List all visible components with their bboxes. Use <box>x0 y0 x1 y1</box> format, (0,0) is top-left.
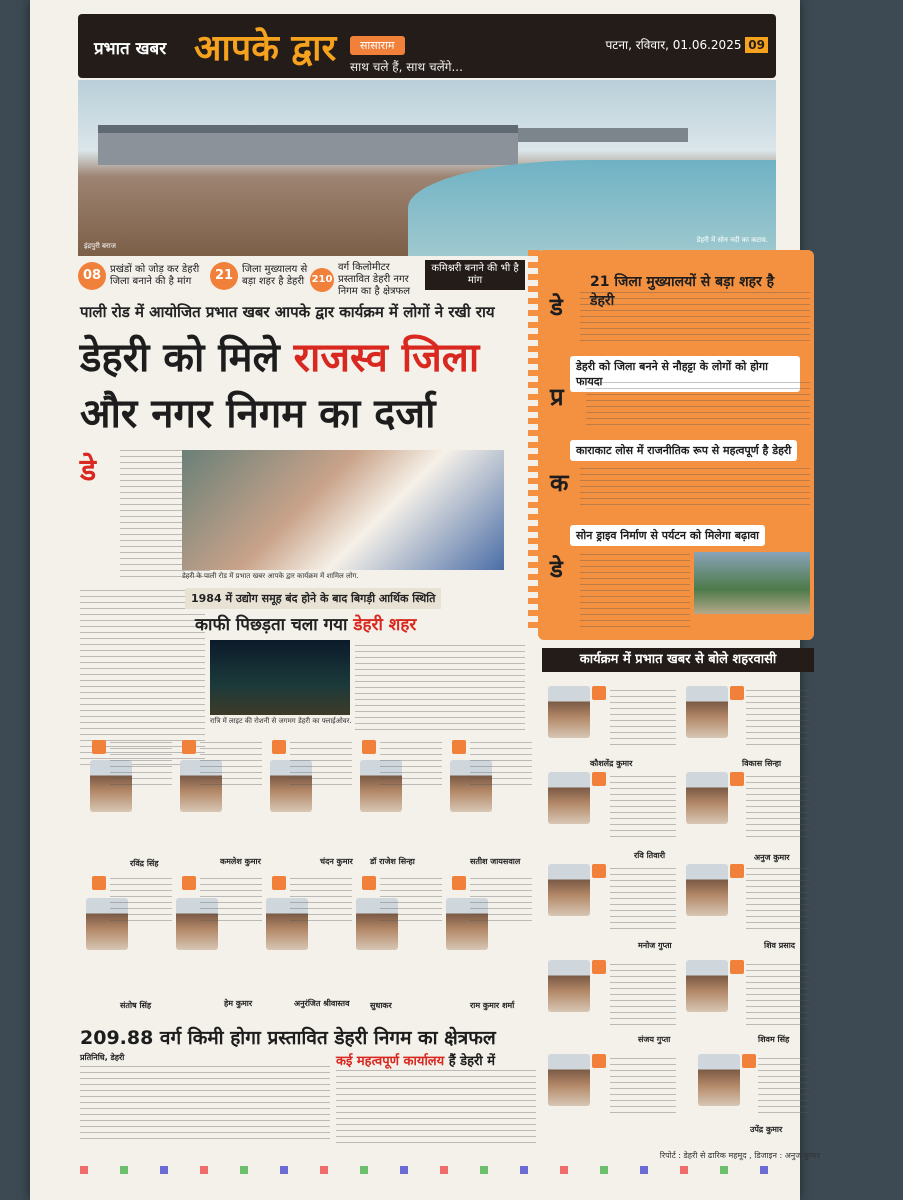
quote-icon <box>272 740 286 754</box>
group-photo-caption: डेहरी के पाली रोड में प्रभात खबर आपके द्वार कार्यक्रम में शामिल लोग. <box>182 572 359 580</box>
quote-icon <box>592 772 606 786</box>
quote-icon <box>592 686 606 700</box>
headline-part-1: डेहरी को मिले <box>80 334 294 381</box>
stat-item <box>310 262 422 297</box>
bottom-sub-body <box>336 1070 536 1144</box>
footer-credit: रिपोर्ट : डेहरी से ढारिक महमूद , डिजाइन : अनुज कुमार <box>659 1151 820 1160</box>
speaker-quote <box>610 868 676 932</box>
quote-icon <box>182 876 196 890</box>
quote-icon <box>592 960 606 974</box>
speaker-photo <box>698 1054 740 1106</box>
speaker-quote <box>610 1058 676 1118</box>
sub-headline-part: काफी पिछड़ता चला गया <box>195 615 354 635</box>
registration-marks <box>80 1166 800 1174</box>
speaker-quote <box>470 878 532 926</box>
speaker-quote <box>380 878 442 926</box>
speaker-quote <box>610 964 676 1028</box>
speakers-title: कार्यक्रम में प्रभात खबर से बोले शहरवासी <box>542 648 814 672</box>
son-drive-photo <box>694 552 810 614</box>
right-heading-4: सोन ड्राइव निर्माण से पर्यटन को मिलेगा बढ़ावा <box>570 525 765 546</box>
slogan: साथ चले हैं, साथ चलेंगे... <box>350 60 463 74</box>
speaker-name: राम कुमार शर्मा <box>470 1001 515 1010</box>
speaker-quote <box>746 964 810 1028</box>
speaker-quote <box>746 868 810 932</box>
speaker-name: कौशलेंद्र कुमार <box>590 759 633 768</box>
speaker-photo <box>686 960 728 1012</box>
section-title: आपके द्वार <box>194 27 337 69</box>
page-header <box>78 14 776 78</box>
stat-item <box>78 262 220 290</box>
quote-icon <box>592 864 606 878</box>
speaker-quote <box>110 742 172 790</box>
speaker-name: संतोष सिंह <box>120 1001 152 1010</box>
bottom-subheading <box>336 1051 495 1069</box>
speaker-name: रवि तिवारी <box>634 851 666 860</box>
speaker-quote <box>200 742 262 790</box>
stat-text: वर्ग किलोमीटर प्रस्तावित डेहरी नगर निगम का है क्षेत्रफल <box>338 262 411 297</box>
speaker-quote <box>610 690 676 750</box>
newspaper-page <box>30 0 820 1200</box>
quote-icon <box>452 876 466 890</box>
speaker-name: सतीश जायसवाल <box>470 857 521 866</box>
sub-story-strap: 1984 में उद्योग समूह बंद होने के बाद बिगड़ी आर्थिक स्थिति <box>185 588 441 609</box>
speaker-name: मनोज गुप्ता <box>638 941 672 950</box>
speaker-quote <box>610 776 676 842</box>
right-dropcap-3: क <box>550 468 569 497</box>
speaker-name: शिवम सिंह <box>758 1035 790 1044</box>
speaker-name: डॉ राजेश सिन्हा <box>370 857 415 866</box>
stat-number: 210 <box>310 268 334 292</box>
dateline <box>605 36 768 53</box>
stat-number: 21 <box>210 262 238 290</box>
quote-icon <box>272 876 286 890</box>
quote-icon <box>592 1054 606 1068</box>
speaker-quote <box>758 1058 810 1118</box>
speaker-name: सुधाकर <box>370 1001 392 1010</box>
quote-icon <box>742 1054 756 1068</box>
group-photo <box>182 450 504 570</box>
speaker-quote <box>290 742 352 790</box>
flyover-caption: रात्रि में लाइट की रोशनी से जगमग डेहरी का फ्लाईओवर. <box>210 717 352 725</box>
speaker-quote <box>470 742 532 790</box>
speaker-name: हेम कुमार <box>224 999 253 1008</box>
headline-part-2: और नगर निगम का दर्जा <box>80 390 436 437</box>
barrage-image <box>98 125 518 165</box>
right-body-1 <box>580 292 810 342</box>
quote-icon <box>730 864 744 878</box>
quote-icon <box>452 740 466 754</box>
quote-icon <box>362 740 376 754</box>
main-headline <box>80 330 540 442</box>
right-heading-1: 21 जिला मुख्यालयों से बड़ा शहर है डेहरी <box>590 274 775 309</box>
speaker-photo <box>548 772 590 824</box>
sub-story-headline <box>195 612 416 635</box>
speaker-photo <box>548 1054 590 1106</box>
bottom-sub-black: हैं डेहरी में <box>448 1054 495 1069</box>
stat-item <box>210 262 312 290</box>
city-tag: सासाराम <box>350 36 405 55</box>
page-number: 09 <box>745 37 768 53</box>
right-heading-3: काराकाट लोस में राजनीतिक रूप से महत्वपूर्ण है डेहरी <box>570 440 797 461</box>
right-dropcap-2: प्र <box>550 382 564 411</box>
speaker-name: अनुज कुमार <box>754 853 790 862</box>
quote-icon <box>730 686 744 700</box>
stat-text: प्रखंडों को जोड़ कर डेहरी जिला बनाने की है मांग <box>110 264 200 287</box>
right-body-4 <box>580 554 690 632</box>
speaker-photo <box>548 686 590 738</box>
speaker-quote <box>200 878 262 926</box>
speaker-quote <box>110 878 172 926</box>
stat-text: जिला मुख्यालय से बड़ा शहर है डेहरी <box>242 264 308 287</box>
speaker-photo <box>686 864 728 916</box>
speaker-quote <box>746 776 810 842</box>
right-heading-2: डेहरी को जिला बनने से नौहट्टा के लोगों को होगा फायदा <box>570 356 800 392</box>
bottom-byline: प्रतिनिधि, डेहरी <box>80 1053 125 1062</box>
speaker-photo <box>548 864 590 916</box>
speaker-quote <box>380 742 442 790</box>
bottom-sub-red: कई महत्वपूर्ण कार्यालय <box>336 1054 449 1069</box>
speaker-photo <box>686 686 728 738</box>
headline-red: राजस्व जिला <box>293 334 480 381</box>
speaker-name: कमलेश कुमार <box>220 857 261 866</box>
main-dropcap: डे <box>80 453 97 488</box>
banner-photo <box>78 80 776 256</box>
speaker-name: शिव प्रसाद <box>764 941 796 950</box>
barrage-far-image <box>518 128 688 142</box>
commissionary-box: कमिश्नरी बनाने की भी है मांग <box>425 260 525 290</box>
speaker-name: संजय गुप्ता <box>638 1035 671 1044</box>
speaker-name: अनुरंजित श्रीवास्तव <box>294 999 350 1008</box>
speaker-photo <box>548 960 590 1012</box>
sub-story-body <box>355 645 525 735</box>
speaker-name: उपेंद्र कुमार <box>750 1125 783 1134</box>
quote-icon <box>362 876 376 890</box>
quote-icon <box>730 960 744 974</box>
banner-credit-right: डेहरी में सोन नदी का कटाव. <box>696 236 768 244</box>
right-dropcap-4: डे <box>550 554 563 583</box>
brand-logo: प्रभात खबर <box>94 39 167 59</box>
speaker-name: रविंद्र सिंह <box>130 859 159 868</box>
speaker-quote <box>290 878 352 926</box>
date-text: पटना, रविवार, 01.06.2025 <box>605 38 742 52</box>
quote-icon <box>92 876 106 890</box>
speaker-photo <box>686 772 728 824</box>
stat-number: 08 <box>78 262 106 290</box>
main-kicker: पाली रोड में आयोजित प्रभात खबर आपके द्वार कार्यक्रम में लोगों ने रखी राय <box>80 303 495 321</box>
quote-icon <box>730 772 744 786</box>
right-body-2 <box>586 382 810 430</box>
quote-icon <box>92 740 106 754</box>
bottom-headline: 209.88 वर्ग किमी होगा प्रस्तावित डेहरी निगम का क्षेत्रफल <box>80 1027 496 1049</box>
quote-icon <box>182 740 196 754</box>
sub-headline-red: डेहरी शहर <box>353 615 417 635</box>
flyover-night-photo <box>210 640 350 715</box>
bottom-body-text <box>80 1066 330 1144</box>
speaker-quote <box>746 690 810 750</box>
speaker-name: चंदन कुमार <box>320 857 353 866</box>
right-body-3 <box>580 468 810 510</box>
speaker-name: विकास सिन्हा <box>742 759 782 768</box>
right-dropcap-1: डे <box>550 292 563 321</box>
banner-credit-left: इंद्रपुरी बराज <box>84 242 116 250</box>
